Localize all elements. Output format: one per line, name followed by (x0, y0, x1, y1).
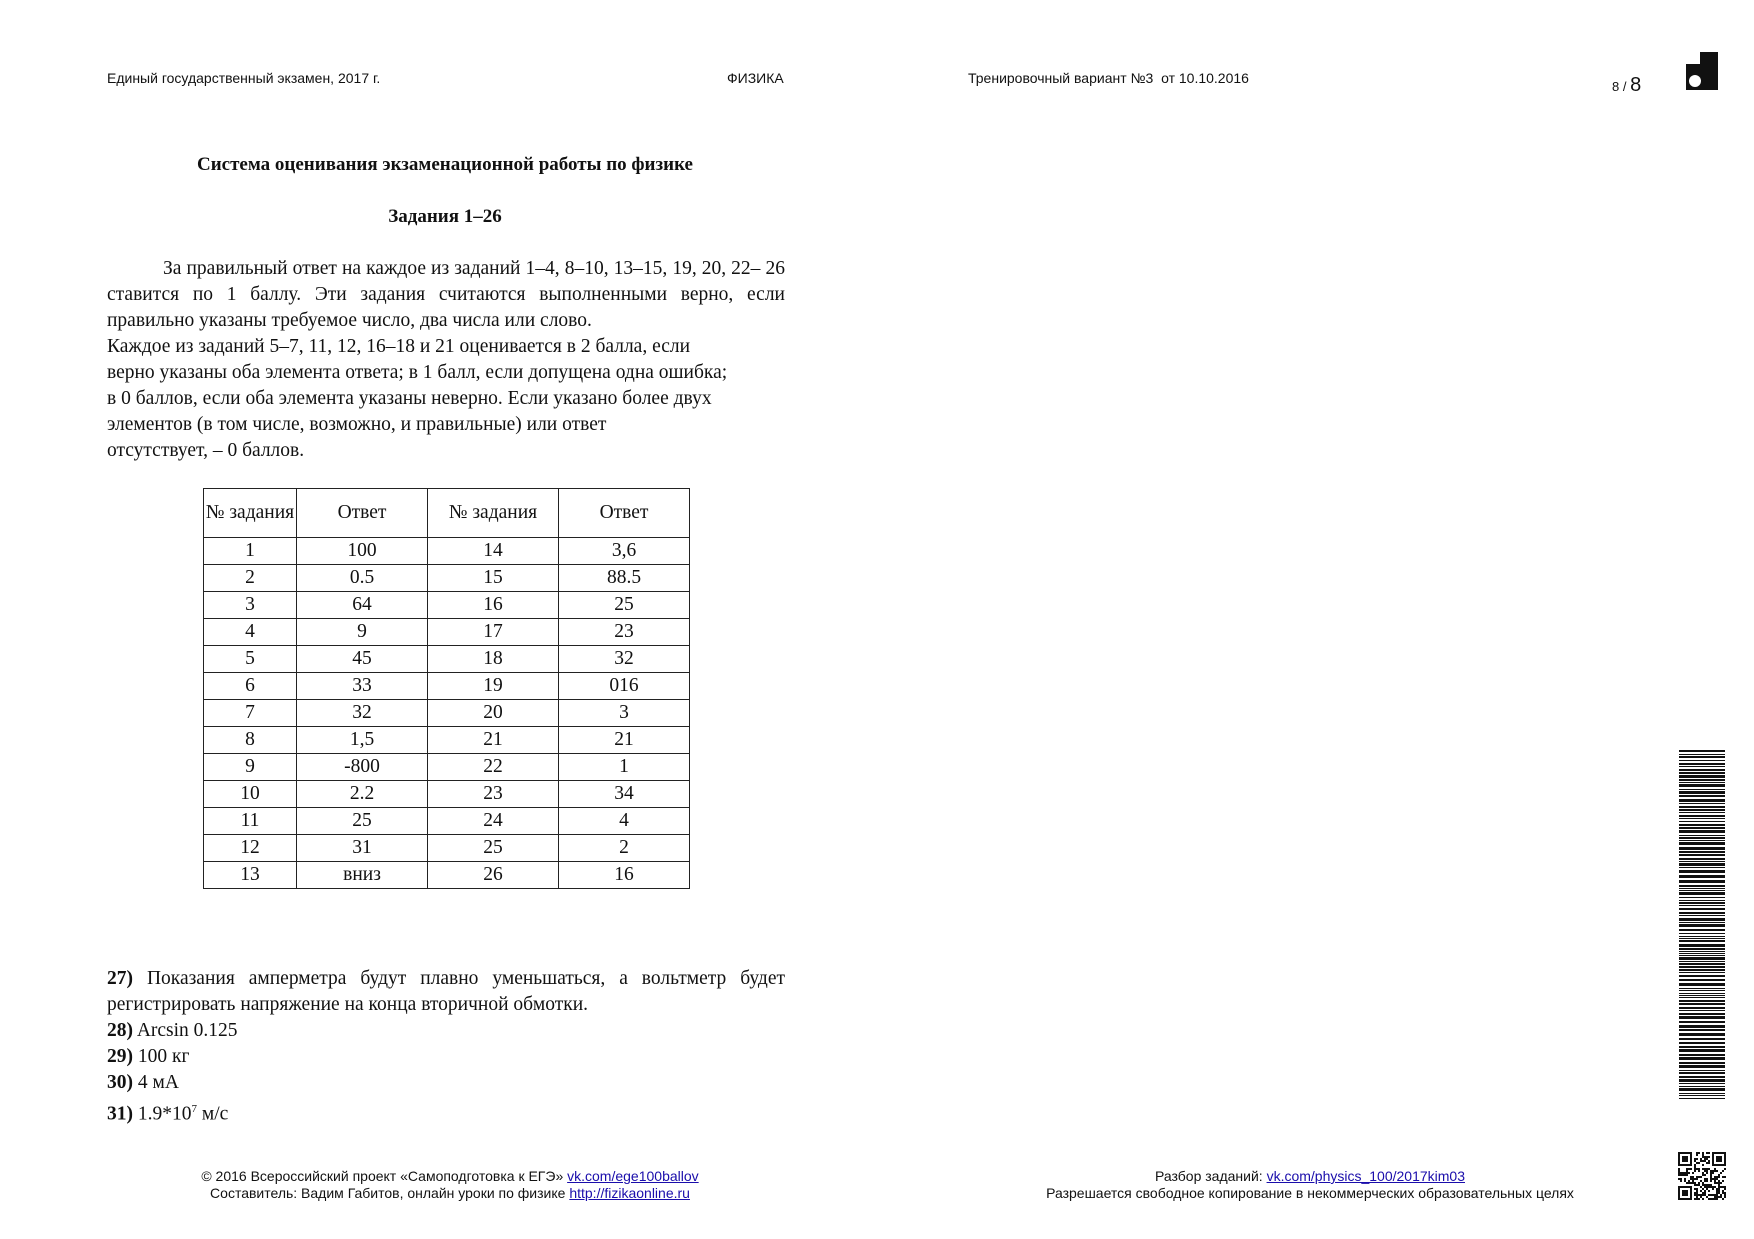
task-number-cell: 25 (428, 835, 559, 862)
answer-28: 28) Arcsin 0.125 (107, 1020, 238, 1041)
answer-cell: 9 (297, 619, 428, 646)
table-row (204, 538, 690, 565)
task-number-cell: 20 (428, 700, 559, 727)
answer-cell: 25 (559, 592, 690, 619)
task-number-cell: 8 (204, 727, 297, 754)
header-subject: ФИЗИКА (727, 70, 784, 86)
answer-cell: 33 (297, 673, 428, 700)
page-number (1612, 74, 1641, 97)
answer-30: 30) 4 мА (107, 1072, 179, 1093)
rule-line: в 0 баллов, если оба элемента указаны неверно. Если указано более двух (107, 388, 712, 409)
task-number-cell: 16 (428, 592, 559, 619)
answer-cell: 64 (297, 592, 428, 619)
col-header-task-number: № задания (204, 489, 297, 538)
task-number-cell: 10 (204, 781, 297, 808)
extended-answers (107, 966, 785, 1128)
answer-cell: -800 (297, 754, 428, 781)
header-variant: Тренировочный вариант №3 от 10.10.2016 (968, 70, 1249, 86)
table-row (204, 592, 690, 619)
barcode-icon (1679, 750, 1725, 1100)
task-number-cell: 6 (204, 673, 297, 700)
table-row (204, 808, 690, 835)
table-row (204, 835, 690, 862)
answer-cell: 32 (297, 700, 428, 727)
task-number-cell: 7 (204, 700, 297, 727)
footer-project-line: © 2016 Всероссийский проект «Самоподготовка к ЕГЭ» vk.com/ege100ballov (201, 1168, 699, 1184)
answer-cell: 016 (559, 673, 690, 700)
answer-cell: 32 (559, 646, 690, 673)
answer-29: 29) 100 кг (107, 1046, 190, 1067)
page-title: Система оценивания экзаменационной работы по физике (196, 154, 693, 175)
answer-cell: 1 (559, 754, 690, 781)
col-header-answer: Ответ (559, 489, 690, 538)
footer-analysis-line: Разбор заданий: vk.com/physics_100/2017kim03 (1155, 1168, 1465, 1184)
answer-cell: 88.5 (559, 565, 690, 592)
author-site-link[interactable]: http://fizikaonline.ru (569, 1185, 690, 1201)
answer-cell: 21 (559, 727, 690, 754)
task-number-cell: 18 (428, 646, 559, 673)
task-number-cell: 9 (204, 754, 297, 781)
table-row (204, 700, 690, 727)
answer-cell: 4 (559, 808, 690, 835)
task-number-cell: 22 (428, 754, 559, 781)
task-number-cell: 3 (204, 592, 297, 619)
task-number-cell: 4 (204, 619, 297, 646)
qr-code-icon (1678, 1152, 1726, 1200)
table-header-row (204, 489, 690, 538)
task-number-cell: 15 (428, 565, 559, 592)
rule-line: верно указаны оба элемента ответа; в 1 балл, если допущена одна ошибка; (107, 362, 728, 383)
section-title: Задания 1–26 (388, 206, 502, 227)
task-number-cell: 1 (204, 538, 297, 565)
answer-cell: 2 (559, 835, 690, 862)
corner-marker-icon (1686, 52, 1718, 90)
table-row (204, 565, 690, 592)
task-number-cell: 26 (428, 862, 559, 889)
table-row (204, 754, 690, 781)
answers-table (203, 488, 690, 889)
answer-cell: 23 (559, 619, 690, 646)
footer-author-line: Составитель: Вадим Габитов, онлайн уроки по физике http://fizikaonline.ru (210, 1185, 690, 1201)
table-row (204, 781, 690, 808)
task-number-cell: 11 (204, 808, 297, 835)
scoring-rules (107, 256, 785, 464)
task-number-cell: 5 (204, 646, 297, 673)
page-total: 8 (1630, 74, 1642, 96)
answer-cell: 31 (297, 835, 428, 862)
footer-left (150, 1168, 750, 1202)
task-number-cell: 14 (428, 538, 559, 565)
answer-31: 31) $1.9*10^7$ м/с (107, 1103, 229, 1125)
task-number-cell: 2 (204, 565, 297, 592)
table-row (204, 862, 690, 889)
task-number-cell: 17 (428, 619, 559, 646)
project-link[interactable]: vk.com/ege100ballov (567, 1168, 699, 1184)
table-row (204, 619, 690, 646)
answer-cell: 3 (559, 700, 690, 727)
analysis-link[interactable]: vk.com/physics_100/2017kim03 (1266, 1168, 1465, 1184)
header-exam-title: Единый государственный экзамен, 2017 г. (107, 70, 381, 86)
footer-right (1000, 1168, 1620, 1202)
rule-line: отсутствует, – 0 баллов. (107, 440, 305, 461)
answer-cell: 1,5 (297, 727, 428, 754)
col-header-answer: Ответ (297, 489, 428, 538)
answer-cell: 3,6 (559, 538, 690, 565)
table-row (204, 727, 690, 754)
task-number-cell: 23 (428, 781, 559, 808)
task-number-cell: 19 (428, 673, 559, 700)
answer-cell: 16 (559, 862, 690, 889)
answer-cell: 2.2 (297, 781, 428, 808)
answer-cell: 34 (559, 781, 690, 808)
answer-cell: 25 (297, 808, 428, 835)
answer-27: 27) Показания амперметра будут плавно уменьшаться, а вольтметр будет регистрировать напряжение на конца вторичной обмотки. (107, 968, 785, 1015)
task-number-cell: 12 (204, 835, 297, 862)
answer-cell: 45 (297, 646, 428, 673)
task-number-cell: 24 (428, 808, 559, 835)
answer-cell: вниз (297, 862, 428, 889)
rule-line: элементов (в том числе, возможно, и правильные) или ответ (107, 414, 607, 435)
task-number-cell: 13 (204, 862, 297, 889)
rule-paragraph-1: За правильный ответ на каждое из заданий 1–4, 8–10, 13–15, 19, 20, 22– 26 ставится по 1 баллу. Эти задания считаются выполненными верно, если правильно указаны требуемое число, два числа или слово. (107, 258, 785, 331)
page-current: 8 / (1612, 79, 1627, 94)
table-row (204, 673, 690, 700)
col-header-task-number: № задания (428, 489, 559, 538)
table-row (204, 646, 690, 673)
answer-cell: 0.5 (297, 565, 428, 592)
rule-line: Каждое из заданий 5–7, 11, 12, 16–18 и 21 оценивается в 2 балла, если (107, 336, 691, 357)
footer-license-line: Разрешается свободное копирование в некоммерческих образовательных целях (1046, 1185, 1574, 1201)
answer-cell: 100 (297, 538, 428, 565)
task-number-cell: 21 (428, 727, 559, 754)
